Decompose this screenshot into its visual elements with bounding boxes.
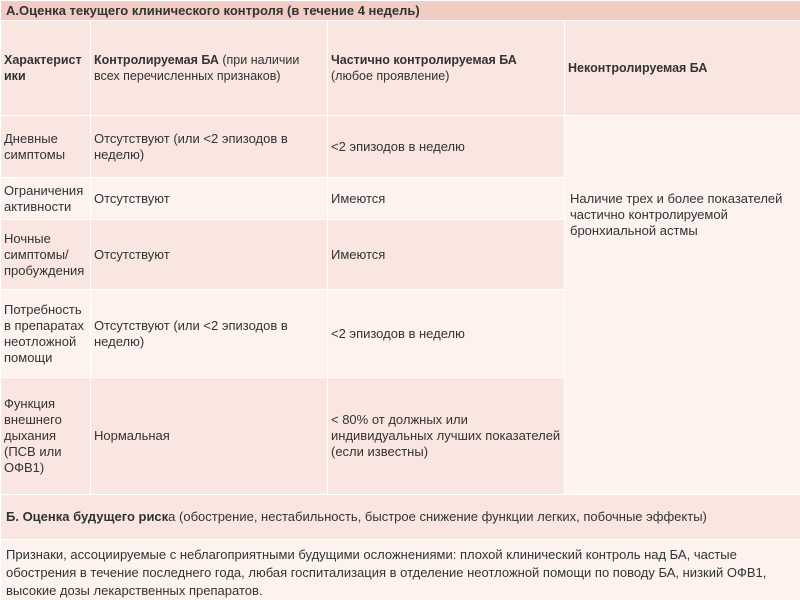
section-b-title-bold: Б. Оценка будущего риск: [6, 509, 169, 524]
section-b-row: [1, 495, 800, 540]
row-label: Ночные симптомы/ пробуждения: [1, 220, 91, 290]
row-label: Ограничения активности: [1, 178, 91, 220]
row-label: Потребность в препаратах неотложной помощи: [1, 290, 91, 378]
row-controlled: Нормальная: [91, 378, 328, 495]
section-b-title: [1, 495, 800, 540]
row-partial: Имеются: [328, 220, 565, 290]
row-controlled: Отсутствуют (или <2 эпизодов в неделю): [91, 116, 328, 178]
header-characteristics: Характеристики: [1, 21, 91, 116]
row-controlled: Отсутствуют: [91, 220, 328, 290]
section-a-row: [1, 1, 800, 21]
row-label: Функция внешнего дыхания (ПСВ или ОФВ1): [1, 378, 91, 495]
header-controlled-bold: Контролируемая БА: [94, 53, 219, 67]
header-partial: [328, 21, 565, 116]
risk-row: [1, 540, 800, 600]
uncontrolled-cell: [565, 116, 800, 495]
row-partial: < 80% от должных или индивидуальных лучших показателей (если известны): [328, 378, 565, 495]
row-label: Дневные симптомы: [1, 116, 91, 178]
row-controlled: Отсутствуют (или <2 эпизодов в неделю): [91, 290, 328, 378]
section-a-title: А.Оценка текущего клинического контроля (в течение 4 недель): [1, 1, 800, 21]
header-controlled: [91, 21, 328, 116]
row-partial: <2 эпизодов в неделю: [328, 290, 565, 378]
row-controlled: Отсутствуют: [91, 178, 328, 220]
row-partial: Имеются: [328, 178, 565, 220]
section-b-title-rest: а (обострение, нестабильность, быстрое снижение функции легких, побочные эффекты): [168, 509, 707, 524]
header-row: [1, 21, 800, 116]
table-row: [1, 116, 800, 178]
header-partial-bold: Частично контролируемая БА: [331, 53, 517, 67]
row-partial: <2 эпизодов в неделю: [328, 116, 565, 178]
uncontrolled-text: Наличие трех и более показателей частично контролируемой бронхиальной астмы: [570, 191, 783, 238]
header-uncontrolled: Неконтролируемая БА: [565, 21, 800, 116]
risk-factors-text: Признаки, ассоциируемые с неблагоприятными будущими осложнениями: плохой клинический контроль над БА, частые обострения в течение последнего года, любая госпитализация в отделение неотложной помощи по поводу БА, низкий ОФВ1, высокие дозы лекарственных препаратов.: [1, 540, 800, 600]
header-controlled-rest: (при наличии всех перечисленных признаков): [94, 53, 300, 83]
header-partial-rest: (любое проявление): [331, 69, 450, 83]
